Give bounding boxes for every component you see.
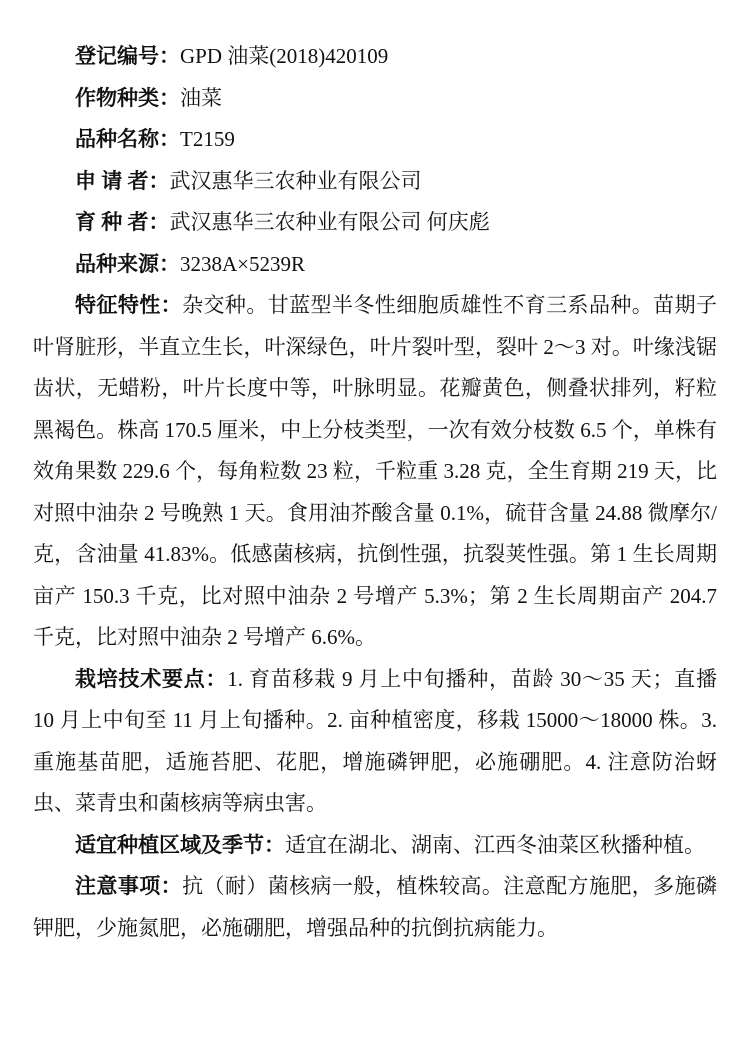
field-label: 品种名称：: [75, 127, 180, 151]
paragraph-text: 抗（耐）菌核病一般，植株较高。注意配方施肥，多施磷钾肥，少施氮肥，必施硼肥，增强品种的抗倒抗病能力。: [33, 874, 718, 940]
field-variety-source: [33, 244, 717, 286]
field-value: 武汉惠华三农种业有限公司: [169, 168, 422, 193]
field-value: GPD 油菜(2018)420109: [180, 44, 389, 68]
field-breeder: [33, 202, 717, 244]
field-variety-name: [33, 119, 717, 161]
field-label: 申 请 者：: [75, 168, 170, 193]
paragraph-suitable-regions: [33, 825, 717, 867]
field-label: 登记编号：: [75, 44, 180, 68]
paragraph-label: 特征特性：: [75, 293, 183, 317]
paragraph-label: 注意事项：: [75, 874, 183, 898]
paragraph-characteristics: [33, 285, 717, 659]
paragraph-label: 栽培技术要点：: [75, 666, 228, 691]
field-label: 育 种 者：: [75, 210, 170, 234]
paragraph-text: 1. 育苗移栽 9 月上中旬播种，苗龄 30～35 天；直播 10 月上中旬至 11 月上旬播种。2. 亩种植密度，移栽 15000～18000 株。3. 重施基苗肥，适施苔肥、花肥，增施磷钾肥，必施硼肥。4. 注意防治蚜虫、菜青虫和菌核病等病虫害。: [33, 666, 717, 815]
field-label: 品种来源：: [75, 251, 180, 276]
paragraph-precautions: [33, 866, 717, 949]
field-label: 作物种类：: [75, 85, 180, 110]
paragraph-cultivation-techniques: [33, 659, 717, 825]
field-registration-number: [33, 36, 717, 78]
field-value: 油菜: [180, 85, 222, 110]
field-applicant: [33, 161, 717, 203]
paragraph-label: 适宜种植区域及季节：: [75, 832, 285, 857]
paragraph-text: 适宜在湖北、湖南、江西冬油菜区秋播种植。: [285, 832, 705, 857]
field-value: 3238A×5239R: [180, 251, 306, 276]
field-value: 武汉惠华三农种业有限公司 何庆彪: [169, 210, 490, 234]
paragraph-text: 杂交种。甘蓝型半冬性细胞质雄性不育三系品种。苗期子叶肾脏形，半直立生长，叶深绿色，叶片裂叶型，裂叶 2～3 对。叶缘浅锯齿状，无蜡粉，叶片长度中等，叶脉明显。花瓣黄色，侧叠状排列，籽粒黑褐色。株高 170.5 厘米，中上分枝类型，一次有效分枝数 6.5 个，单株有效角果数 229.6 个，每角粒数 23 粒，千粒重 3.28 克，全生育期 219 天，比对照中油杂 2 号晚熟 1 天。食用油芥酸含量 0.1%，硫苷含量 24.88 微摩尔/克，含油量 41.83%。低感菌核病，抗倒性强，抗裂荚性强。第 1 生长周期亩产 150.3 千克，比对照中油杂 2 号增产 5.3%；第 2 生长周期亩产 204.7 千克，比对照中油杂 2 号增产 6.6%。: [33, 293, 718, 649]
field-crop-type: [33, 78, 717, 120]
field-value: T2159: [180, 127, 235, 151]
